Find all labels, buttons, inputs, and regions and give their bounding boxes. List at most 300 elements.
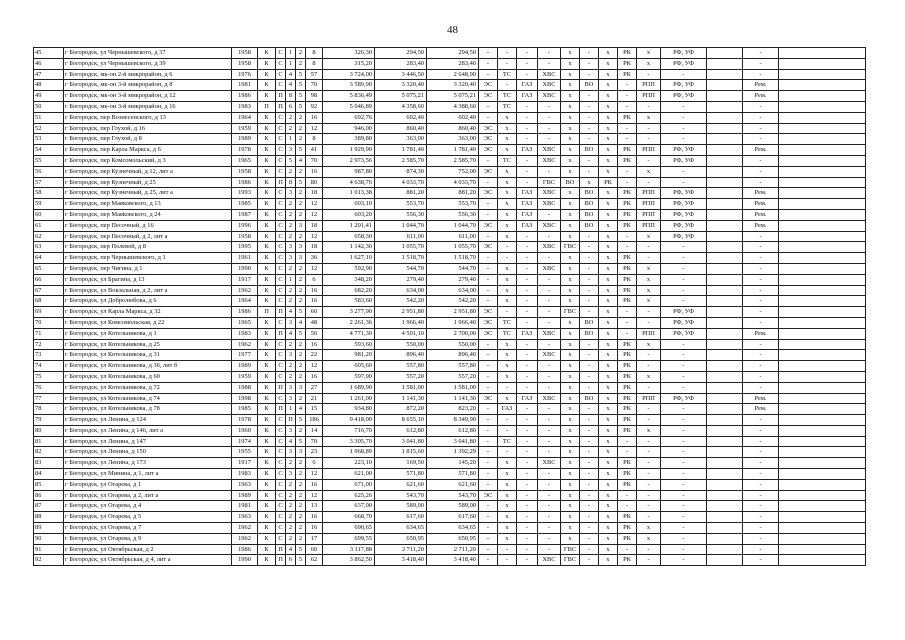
- table-cell: ГВС: [538, 177, 561, 188]
- table-cell: х: [561, 101, 580, 112]
- table-cell: -: [637, 415, 661, 426]
- table-cell: г Богородск, пер Глухой, д 8: [64, 134, 232, 145]
- table-cell: г Богородск, пер Песочный, д 16: [64, 220, 232, 231]
- table-cell: 60: [306, 544, 323, 555]
- table-cell: х: [599, 512, 618, 523]
- table-cell: 2: [296, 231, 306, 242]
- table-cell: К: [258, 274, 276, 285]
- table-cell: -: [580, 555, 599, 566]
- table-cell: -: [580, 231, 599, 242]
- table-cell: -: [743, 371, 779, 382]
- table-cell: 1977: [232, 350, 258, 361]
- table-cell: 12: [306, 231, 323, 242]
- table-cell: -: [618, 101, 637, 112]
- table-cell: РФ, УФ: [661, 199, 707, 210]
- table-cell: [707, 436, 743, 447]
- table-row: [34, 371, 866, 382]
- table-cell: -: [661, 436, 707, 447]
- table-cell: 3: [286, 425, 296, 436]
- table-cell: [707, 361, 743, 372]
- table-cell: 987,80: [323, 166, 375, 177]
- table-cell: РФ, УФ: [661, 220, 707, 231]
- table-row: [34, 382, 866, 393]
- table-cell: 896,40: [427, 350, 479, 361]
- table-cell: 6: [286, 555, 296, 566]
- table-cell: -: [580, 155, 599, 166]
- table-cell: х: [599, 339, 618, 350]
- table-cell: ХВС: [538, 555, 561, 566]
- table-cell: 5 075,21: [427, 91, 479, 102]
- table-cell: 5: [296, 555, 306, 566]
- table-cell: [707, 69, 743, 80]
- table-cell: -: [517, 447, 538, 458]
- table-cell: 2 711,20: [427, 544, 479, 555]
- table-cell: -: [580, 350, 599, 361]
- table-cell: -: [517, 155, 538, 166]
- table-cell: К: [258, 490, 276, 501]
- table-cell: ЭС: [479, 166, 498, 177]
- table-cell: 1981: [232, 501, 258, 512]
- table-cell: 59: [34, 199, 64, 210]
- table-cell: [779, 285, 866, 296]
- table-cell: [779, 296, 866, 307]
- table-cell: [707, 544, 743, 555]
- table-cell: 2 700,00: [427, 328, 479, 339]
- table-cell: С: [276, 339, 286, 350]
- table-cell: -: [661, 285, 707, 296]
- table-cell: [707, 285, 743, 296]
- table-cell: 571,80: [375, 469, 427, 480]
- table-cell: х: [498, 339, 517, 350]
- table-cell: -: [743, 48, 779, 59]
- table-cell: х: [599, 544, 618, 555]
- table-cell: 2: [296, 339, 306, 350]
- table-cell: -: [479, 285, 498, 296]
- table-cell: К: [258, 544, 276, 555]
- table-cell: С: [276, 231, 286, 242]
- table-cell: 603,10: [323, 199, 375, 210]
- table-row: [34, 490, 866, 501]
- table-row: [34, 523, 866, 534]
- table-cell: РК: [618, 199, 637, 210]
- table-cell: 1958: [232, 48, 258, 59]
- table-cell: РК: [618, 112, 637, 123]
- table-cell: 2: [296, 361, 306, 372]
- table-cell: [707, 91, 743, 102]
- table-cell: РПП: [637, 209, 661, 220]
- table-cell: -: [743, 447, 779, 458]
- table-cell: 2 951,80: [375, 307, 427, 318]
- table-cell: -: [618, 544, 637, 555]
- table-cell: -: [517, 231, 538, 242]
- table-cell: РК: [618, 361, 637, 372]
- table-cell: г Богородск, ул Комсомольская, д 22: [64, 317, 232, 328]
- table-cell: -: [538, 436, 561, 447]
- table-cell: г Богородск, ул Котельникова, д 1: [64, 328, 232, 339]
- table-cell: К: [258, 263, 276, 274]
- table-cell: х: [599, 274, 618, 285]
- table-cell: -: [580, 501, 599, 512]
- table-cell: г Богородск, пер Кузнечный, д 25, лит а: [64, 188, 232, 199]
- table-cell: 2: [296, 209, 306, 220]
- table-cell: -: [661, 253, 707, 264]
- table-cell: 592,90: [323, 263, 375, 274]
- table-cell: -: [661, 123, 707, 134]
- table-cell: 2: [286, 199, 296, 210]
- table-row: [34, 469, 866, 480]
- table-cell: 1: [286, 274, 296, 285]
- table-cell: [707, 253, 743, 264]
- table-cell: 557,80: [375, 361, 427, 372]
- table-cell: 279,40: [375, 274, 427, 285]
- table-row: [34, 80, 866, 91]
- table-cell: [707, 112, 743, 123]
- table-cell: х: [561, 209, 580, 220]
- table-cell: С: [276, 317, 286, 328]
- table-cell: х: [599, 447, 618, 458]
- table-row: [34, 296, 866, 307]
- table-row: [34, 436, 866, 447]
- table-cell: 2: [296, 425, 306, 436]
- table-cell: -: [743, 501, 779, 512]
- table-cell: -: [743, 155, 779, 166]
- table-cell: 2: [286, 371, 296, 382]
- table-cell: С: [276, 253, 286, 264]
- table-cell: 186: [306, 415, 323, 426]
- table-cell: 5 836,49: [323, 91, 375, 102]
- table-cell: С: [276, 447, 286, 458]
- table-cell: 1990: [232, 555, 258, 566]
- table-cell: [779, 112, 866, 123]
- table-cell: -: [479, 382, 498, 393]
- table-cell: -: [517, 533, 538, 544]
- table-cell: -: [498, 382, 517, 393]
- table-row: [34, 339, 866, 350]
- table-cell: -: [517, 490, 538, 501]
- table-cell: П: [258, 307, 276, 318]
- table-cell: С: [276, 199, 286, 210]
- table-cell: 1 518,70: [375, 253, 427, 264]
- table-cell: 5: [296, 177, 306, 188]
- table-cell: 279,40: [427, 274, 479, 285]
- table-cell: х: [498, 361, 517, 372]
- table-cell: 2: [286, 112, 296, 123]
- table-cell: -: [498, 253, 517, 264]
- table-cell: РК: [618, 274, 637, 285]
- table-cell: 544,70: [427, 263, 479, 274]
- table-cell: РК: [618, 188, 637, 199]
- table-cell: 621,00: [323, 469, 375, 480]
- table-cell: 57: [306, 69, 323, 80]
- table-cell: [707, 382, 743, 393]
- table-cell: -: [580, 307, 599, 318]
- table-cell: 12: [306, 209, 323, 220]
- table-cell: -: [538, 512, 561, 523]
- table-cell: х: [561, 112, 580, 123]
- table-cell: г Богородск, пер Чернышевского, д 1: [64, 253, 232, 264]
- table-cell: -: [479, 544, 498, 555]
- table-row: [34, 58, 866, 69]
- table-cell: -: [618, 436, 637, 447]
- table-cell: -: [661, 296, 707, 307]
- table-cell: х: [498, 166, 517, 177]
- table-cell: [707, 296, 743, 307]
- table-cell: 2: [286, 523, 296, 534]
- table-cell: К: [258, 253, 276, 264]
- table-cell: РК: [618, 382, 637, 393]
- table-cell: 67: [34, 285, 64, 296]
- table-cell: 1985: [232, 404, 258, 415]
- table-cell: 46: [34, 58, 64, 69]
- table-cell: [707, 134, 743, 145]
- table-cell: 1958: [232, 58, 258, 69]
- table-cell: ЭС: [479, 91, 498, 102]
- table-cell: С: [276, 134, 286, 145]
- table-cell: -: [661, 469, 707, 480]
- table-cell: ГАЗ: [517, 220, 538, 231]
- table-cell: 3 320,40: [427, 80, 479, 91]
- table-cell: 1986: [232, 544, 258, 555]
- table-cell: -: [661, 69, 707, 80]
- table-cell: г Богородск, ул Огарева, д 1: [64, 479, 232, 490]
- table-cell: 80: [306, 177, 323, 188]
- table-cell: 2: [296, 274, 306, 285]
- table-cell: 603,20: [323, 209, 375, 220]
- table-cell: К: [258, 533, 276, 544]
- table-cell: К: [258, 479, 276, 490]
- table-cell: 2 261,36: [323, 317, 375, 328]
- table-cell: -: [618, 307, 637, 318]
- table-cell: х: [561, 479, 580, 490]
- table-cell: [707, 447, 743, 458]
- table-cell: 63: [34, 242, 64, 253]
- table-cell: 881,20: [375, 188, 427, 199]
- table-cell: [707, 101, 743, 112]
- table-cell: х: [561, 48, 580, 59]
- table-cell: ЭС: [479, 134, 498, 145]
- table-cell: 2: [286, 533, 296, 544]
- table-cell: С: [276, 188, 286, 199]
- table-cell: РК: [618, 469, 637, 480]
- table-cell: х: [561, 404, 580, 415]
- table-cell: 294,50: [375, 48, 427, 59]
- table-cell: [707, 199, 743, 210]
- table-cell: 5: [296, 91, 306, 102]
- table-cell: -: [538, 274, 561, 285]
- table-cell: х: [599, 458, 618, 469]
- table-cell: -: [479, 58, 498, 69]
- table-cell: 634,00: [427, 285, 479, 296]
- table-cell: х: [561, 199, 580, 210]
- table-cell: 18: [306, 188, 323, 199]
- table-cell: [707, 328, 743, 339]
- table-cell: 4 501,10: [375, 328, 427, 339]
- table-cell: х: [599, 371, 618, 382]
- table-cell: К: [258, 296, 276, 307]
- table-cell: К: [258, 436, 276, 447]
- table-cell: -: [580, 48, 599, 59]
- table-cell: х: [599, 209, 618, 220]
- table-cell: ГАЗ: [517, 188, 538, 199]
- table-cell: 1 966,40: [427, 317, 479, 328]
- table-cell: -: [517, 69, 538, 80]
- table-cell: -: [618, 242, 637, 253]
- table-cell: х: [637, 523, 661, 534]
- table-cell: К: [258, 80, 276, 91]
- table-cell: [779, 501, 866, 512]
- table-cell: -: [517, 371, 538, 382]
- table-cell: РК: [618, 350, 637, 361]
- table-cell: х: [637, 274, 661, 285]
- table-cell: г Богородск, ул Котельникова, д 60: [64, 371, 232, 382]
- table-cell: -: [661, 101, 707, 112]
- table-cell: 12: [306, 199, 323, 210]
- table-cell: 2 711,20: [375, 544, 427, 555]
- table-cell: 60: [306, 307, 323, 318]
- table-cell: ЭС: [479, 123, 498, 134]
- table-cell: 2: [296, 533, 306, 544]
- table-cell: х: [561, 393, 580, 404]
- table-cell: 2: [296, 393, 306, 404]
- table-cell: 57: [34, 177, 64, 188]
- table-cell: -: [580, 274, 599, 285]
- table-cell: х: [599, 155, 618, 166]
- table-cell: -: [517, 58, 538, 69]
- table-cell: 2 973,56: [323, 155, 375, 166]
- table-cell: х: [498, 188, 517, 199]
- table-cell: -: [743, 382, 779, 393]
- table-cell: ТС: [498, 317, 517, 328]
- table-cell: -: [479, 469, 498, 480]
- table-cell: -: [479, 479, 498, 490]
- table-cell: 1 141,30: [427, 393, 479, 404]
- table-cell: РФ, УФ: [661, 80, 707, 91]
- table-cell: С: [276, 155, 286, 166]
- table-cell: РФ, УФ: [661, 209, 707, 220]
- table-cell: -: [517, 501, 538, 512]
- table-cell: -: [479, 512, 498, 523]
- table-cell: х: [561, 155, 580, 166]
- table-cell: 4 771,30: [323, 328, 375, 339]
- table-row: [34, 533, 866, 544]
- table-cell: [779, 177, 866, 188]
- table-cell: С: [276, 415, 286, 426]
- table-cell: ГАЗ: [517, 91, 538, 102]
- table-cell: [707, 242, 743, 253]
- table-cell: -: [637, 512, 661, 523]
- table-cell: -: [580, 285, 599, 296]
- table-cell: 658,30: [323, 231, 375, 242]
- table-row: [34, 285, 866, 296]
- table-cell: 621,60: [375, 479, 427, 490]
- table-cell: 1959: [232, 123, 258, 134]
- table-cell: -: [637, 382, 661, 393]
- table-cell: -: [517, 242, 538, 253]
- table-cell: 550,00: [375, 339, 427, 350]
- table-cell: РФ, УФ: [661, 145, 707, 156]
- table-cell: 542,20: [427, 296, 479, 307]
- table-cell: [707, 317, 743, 328]
- table-cell: 6: [286, 101, 296, 112]
- table-cell: -: [538, 166, 561, 177]
- table-row: [34, 209, 866, 220]
- table-row: [34, 231, 866, 242]
- table-cell: -: [538, 382, 561, 393]
- table-cell: С: [276, 166, 286, 177]
- table-cell: 2: [286, 220, 296, 231]
- table-cell: -: [479, 371, 498, 382]
- table-cell: ГВС: [561, 555, 580, 566]
- table-cell: РФ, УФ: [661, 91, 707, 102]
- table-cell: -: [743, 350, 779, 361]
- table-cell: х: [599, 523, 618, 534]
- table-cell: С: [276, 123, 286, 134]
- table-cell: [779, 533, 866, 544]
- table-cell: 597,90: [323, 371, 375, 382]
- table-cell: РК: [599, 177, 618, 188]
- table-cell: ТС: [498, 101, 517, 112]
- table-cell: 2: [296, 523, 306, 534]
- table-cell: 70: [306, 436, 323, 447]
- table-cell: [707, 123, 743, 134]
- table-cell: 1983: [232, 101, 258, 112]
- table-cell: -: [538, 123, 561, 134]
- table-cell: 1962: [232, 285, 258, 296]
- table-cell: -: [743, 296, 779, 307]
- table-cell: х: [561, 145, 580, 156]
- table-cell: -: [517, 134, 538, 145]
- table-cell: К: [258, 177, 276, 188]
- table-cell: 1: [286, 134, 296, 145]
- table-cell: ГВС: [561, 544, 580, 555]
- table-cell: К: [258, 69, 276, 80]
- table-cell: 543,70: [375, 490, 427, 501]
- table-cell: 2: [296, 285, 306, 296]
- table-cell: г Богородск, пер Полевой, д 8: [64, 242, 232, 253]
- table-cell: 2: [296, 512, 306, 523]
- table-cell: х: [498, 209, 517, 220]
- table-cell: 2: [286, 339, 296, 350]
- table-cell: -: [743, 339, 779, 350]
- table-cell: -: [538, 134, 561, 145]
- table-cell: 21: [306, 393, 323, 404]
- table-cell: г Богородск, ул Октябрьская, д 4, лит а: [64, 555, 232, 566]
- table-cell: 3: [286, 317, 296, 328]
- table-cell: х: [637, 296, 661, 307]
- table-cell: 2: [286, 458, 296, 469]
- table-cell: 1: [286, 58, 296, 69]
- table-cell: К: [258, 404, 276, 415]
- table-cell: 682,20: [323, 285, 375, 296]
- table-cell: г Богородск, ул Огарева, д 7: [64, 523, 232, 534]
- table-cell: РК: [618, 555, 637, 566]
- table-cell: 860,40: [375, 123, 427, 134]
- table-cell: х: [561, 361, 580, 372]
- table-cell: ВО: [580, 199, 599, 210]
- table-cell: С: [276, 112, 286, 123]
- table-cell: х: [498, 479, 517, 490]
- table-cell: 36: [306, 253, 323, 264]
- table-cell: РК: [618, 404, 637, 415]
- table-cell: -: [479, 177, 498, 188]
- table-row: [34, 458, 866, 469]
- table-cell: К: [258, 458, 276, 469]
- table-cell: ХВС: [538, 145, 561, 156]
- table-cell: РПП: [637, 145, 661, 156]
- table-cell: 6: [306, 274, 323, 285]
- table-cell: 3: [286, 253, 296, 264]
- table-cell: 1962: [232, 339, 258, 350]
